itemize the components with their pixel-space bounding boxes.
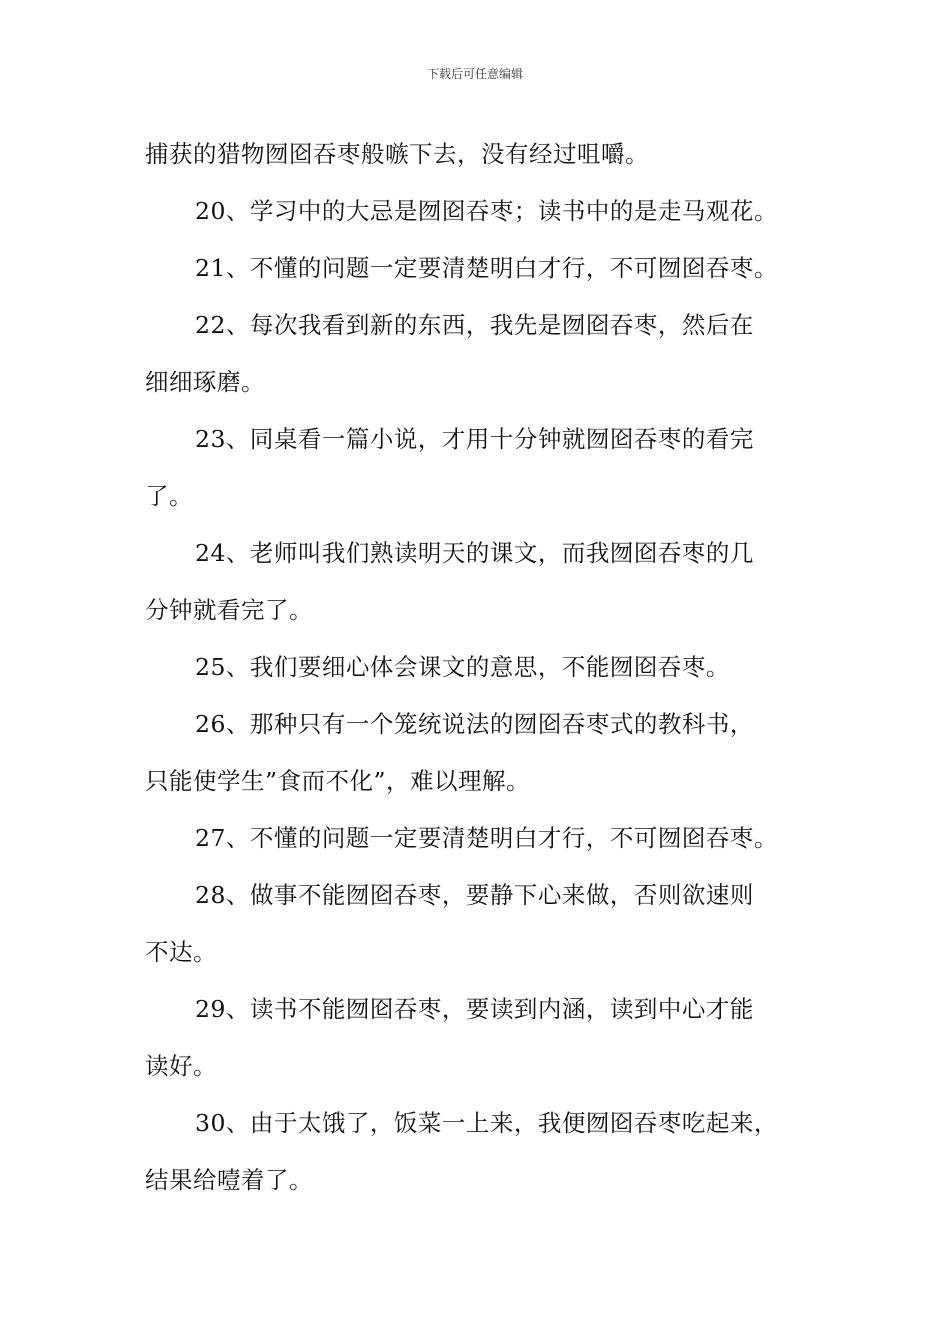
text-line-10: 25、我们要细心体会课文的意思，不能囫囵吞枣。	[195, 653, 730, 681]
text-line-7: 了。	[145, 482, 193, 510]
text-line-15: 不达。	[145, 938, 217, 966]
text-line-18: 30、由于太饿了，饭菜一上来，我便囫囵吞枣吃起来，	[195, 1109, 778, 1137]
text-line-19: 结果给噎着了。	[145, 1166, 313, 1194]
text-line-13: 27、不懂的问题一定要清楚明白才行，不可囫囵吞枣。	[195, 824, 778, 852]
text-line-16: 29、读书不能囫囵吞枣，要读到内涵，读到中心才能	[195, 995, 754, 1023]
text-line-11: 26、那种只有一个笼统说法的囫囵吞枣式的教科书，	[195, 710, 754, 738]
text-line-4: 22、每次我看到新的东西，我先是囫囵吞枣，然后在	[195, 311, 754, 339]
text-line-3: 21、不懂的问题一定要清楚明白才行，不可囫囵吞枣。	[195, 254, 778, 282]
text-line-14: 28、做事不能囫囵吞枣，要静下心来做，否则欲速则	[195, 881, 754, 909]
document-body	[145, 126, 810, 1209]
text-line-2: 20、学习中的大忌是囫囵吞枣；读书中的是走马观花。	[195, 197, 778, 225]
text-line-1: 捕获的猎物囫囵吞枣般嗾下去，没有经过咀嚼。	[145, 140, 649, 168]
text-line-17: 读好。	[145, 1052, 217, 1080]
page-header-note: 下载后可任意编辑	[426, 67, 523, 81]
text-line-12: 只能使学生”食而不化”，难以理解。	[145, 767, 531, 795]
text-line-8: 24、老师叫我们熟读明天的课文，而我囫囵吞枣的几	[195, 539, 754, 567]
text-line-9: 分钟就看完了。	[145, 596, 313, 624]
text-line-5: 细细琢磨。	[145, 368, 265, 396]
text-line-6: 23、同桌看一篇小说，才用十分钟就囫囵吞枣的看完	[195, 425, 754, 453]
